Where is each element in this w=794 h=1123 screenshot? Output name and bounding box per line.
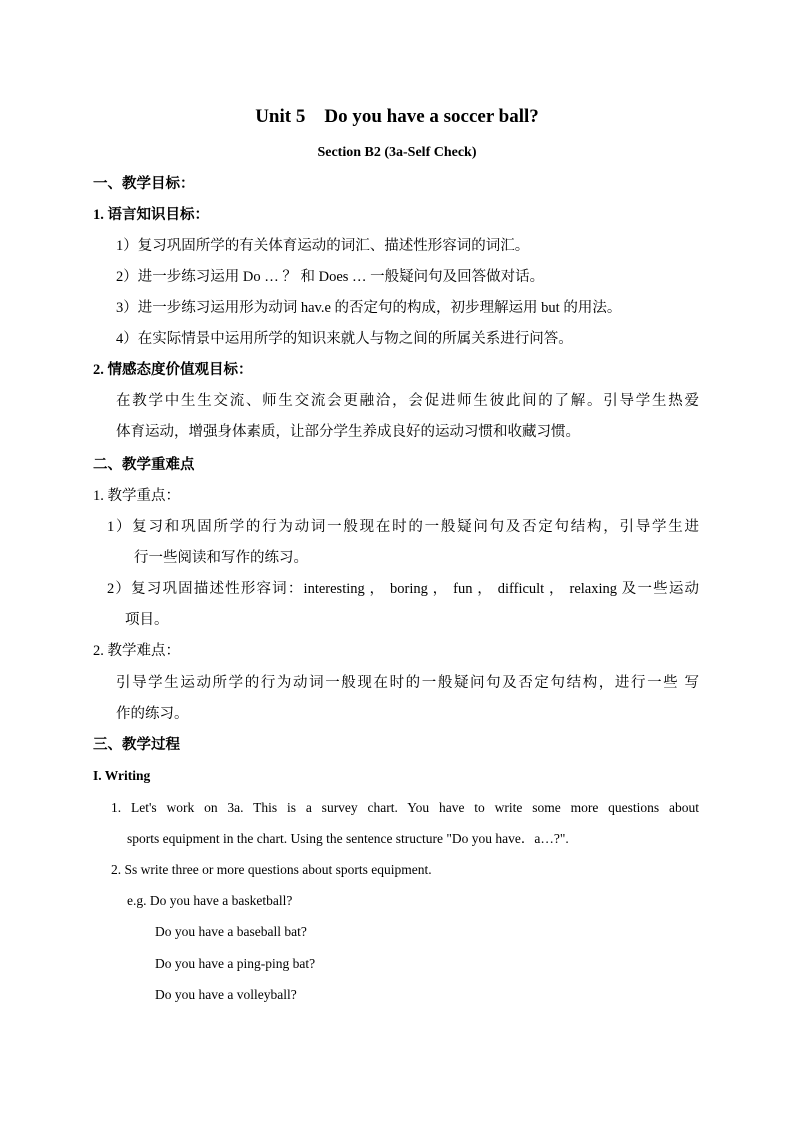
subheading-key-points: 1. 教学重点：: [93, 488, 180, 504]
section-heading-process: 三、教学过程: [93, 737, 180, 753]
subheading-difficult-points: 2. 教学难点：: [93, 643, 180, 659]
section-heading-objectives: 一、教学目标：: [93, 176, 195, 192]
example-line: Do you have a volleyball?: [155, 987, 297, 1002]
paragraph-line: 1. Let's work on 3a. This is a survey chart. You have to write some more questions about: [111, 800, 699, 815]
paragraph-line: 2. Ss write three or more questions about sports equipment.: [111, 862, 432, 877]
subheading-language-knowledge: 1. 语言知识目标：: [93, 207, 209, 223]
paragraph-line: 行一些阅读和写作的练习。: [134, 550, 308, 566]
example-line: Do you have a ping-ping bat?: [155, 956, 316, 971]
page-subtitle: Section B2 (3a-Self Check): [317, 145, 477, 160]
subheading-writing: I. Writing: [93, 768, 151, 783]
paragraph-line: 体育运动，增强身体素质，让部分学生养成良好的运动习惯和收藏习惯。: [116, 424, 580, 440]
list-item: 2）进一步练习运用 Do … ？ 和 Does … 一般疑问句及回答做对话。: [116, 269, 545, 285]
example-line: e.g. Do you have a basketball?: [127, 893, 293, 908]
page-title: Unit 5 Do you have a soccer ball?: [255, 106, 539, 127]
paragraph-line: sports equipment in the chart. Using the sentence structure "Do you have．a…?".: [127, 831, 569, 846]
paragraph-line: 作的练习。: [116, 706, 189, 722]
example-line: Do you have a baseball bat?: [155, 924, 307, 939]
list-item: 1）复习巩固所学的有关体育运动的词汇、描述性形容词的词汇。: [116, 238, 530, 254]
paragraph-line: 在教学中生生交流、师生交流会更融洽，会促进师生彼此间的了解。引导学生热爱: [116, 393, 699, 409]
list-item: 3）进一步练习运用形为动词 hav.e 的否定句的构成，初步理解运用 but 的用法。: [116, 300, 622, 316]
paragraph-line: 1）复习和巩固所学的行为动词一般现在时的一般疑问句及否定句结构，引导学生进: [107, 519, 699, 535]
paragraph-line: 项目。: [125, 612, 169, 628]
list-item: 4）在实际情景中运用所学的知识来就人与物之间的所属关系进行问答。: [116, 331, 573, 347]
paragraph-line: 2）复习巩固描述性形容词：interesting ， boring ， fun ， difficult ， relaxing 及一些运动: [107, 581, 699, 597]
paragraph-line: 引导学生运动所学的行为动词一般现在时的一般疑问句及否定句结构，进行一些 写: [116, 675, 699, 691]
section-heading-key-points: 二、教学重难点: [93, 457, 195, 473]
subheading-emotional-values: 2. 情感态度价值观目标：: [93, 362, 253, 378]
